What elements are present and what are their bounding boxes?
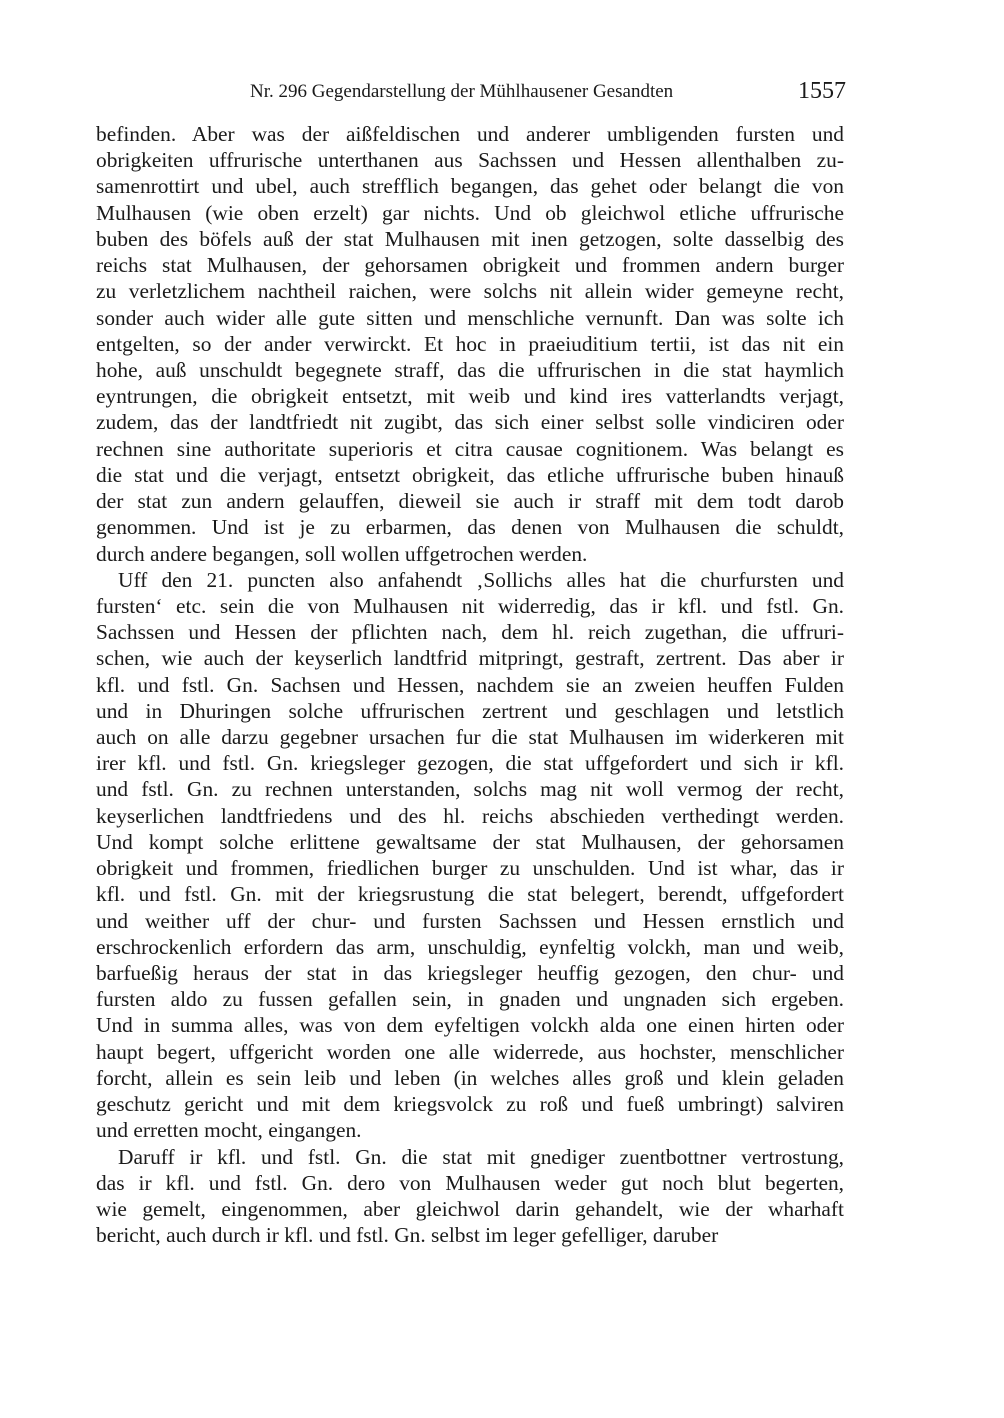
text-line: und weither uff der chur- und fursten Sachssen und Hessen ernstlich und [96,908,844,933]
text-line: eyntrungen, die obrigkeit entsetzt, mit weib und kind ires vatterlandts verjagt, [96,384,844,409]
text-line: schen, wie auch der keyserlich landtfrid mitpringt, gestraft, zertrent. Das aber ir [96,646,844,671]
text-line: der stat zun andern gelauffen, dieweil sie auch ir straff mit dem todt darob [96,489,844,514]
body-text [96,121,844,1248]
text-line: buben des böfels auß der stat Mulhausen mit inen getzogen, solte dasselbig des [96,226,844,251]
text-line: barfueßig heraus der stat in das kriegsleger heuffig gezogen, den chur- und [96,961,844,985]
text-line: Und kompt solche erlittene gewaltsame der stat Mulhausen, der gehorsamen [96,829,844,854]
text-line: obrigkeiten uffrurische unterthanen aus Sachssen und Hessen allenthalben zu- [96,148,844,173]
text-line: auch on alle darzu gegebner ursachen fur die stat Mulhausen im widerkeren mit [96,725,844,750]
text-line: befinden. Aber was der aißfeldischen und anderer umbligenden fursten und [96,122,844,146]
text-line: obrigkeit und frommen, friedlichen burger zu unschulden. Und ist whar, das ir [96,856,844,881]
page-number: 1557 [798,78,846,104]
text-line: keyserlichen landtfriedens und des hl. reichs abschieden verthedingt werden. [96,803,844,828]
text-line: zudem, das der landtfriedt nit zugibt, das sich einer selbst solle vindiciren oder [96,410,844,435]
text-line: wie gemelt, eingenommen, aber gleichwol darin gehandelt, wie der wharhaft [96,1196,844,1221]
text-line: durch andere begangen, soll wollen uffgetrochen werden. [96,541,588,566]
text-line: geschutz gericht und mit dem kriegsvolck zu roß und fueß umbringt) salviren [96,1092,844,1117]
text-line: und in Dhuringen solche uffrurischen zertrent und geschlagen und letstlich [96,698,844,723]
text-line: fursten aldo zu fussen gefallen sein, in gnaden und ungnaden sich ergeben. [96,987,844,1012]
text-line: entgelten, so der ander verwirckt. Et hoc in praeiuditium tertii, ist das nit ein [96,331,844,356]
text-line: genommen. Und ist je zu erbarmen, das denen von Mulhausen die schuldt, [96,515,844,540]
text-line: forcht, allein es sein leib und leben (in welches alles groß und klein geladen [96,1065,844,1090]
paragraph [96,567,844,1144]
running-title: Nr. 296 Gegendarstellung der Mühlhausener Gesandten [250,81,674,102]
text-line: bericht, auch durch ir kfl. und fstl. Gn. selbst im leger gefelliger, daruber [96,1223,719,1248]
text-line: irer kfl. und fstl. Gn. kriegsleger gezogen, die stat uffgefordert und sich ir kfl. [96,751,844,776]
text-line: und fstl. Gn. zu rechnen unterstanden, solchs mag nit woll vermog der recht, [96,777,844,802]
text-line: erschrockenlich erfordern das arm, unschuldig, eynfeltig volckh, man und weib, [96,934,844,959]
text-line: hohe, auß unschuldt begegnete straff, das die uffrurischen in die stat haymlich [96,357,844,382]
text-line: haupt begert, uffgericht worden one alle widerrede, aus hochster, menschlicher [96,1039,844,1064]
text-line: rechnen sine authoritate superioris et citra causae cognitionem. Was belangt es [96,436,844,461]
text-line: die stat und die verjagt, entsetzt obrigkeit, das etliche uffrurische buben hinauß [96,462,844,487]
text-line: samenrottirt und ubel, auch strefflich begangen, das gehet oder belangt die von [96,174,844,199]
paragraph [96,121,844,567]
text-line: reichs stat Mulhausen, der gehorsamen obrigkeit und frommen andern burger [96,253,844,278]
text-line: zu verletzlichem nachtheil raichen, were solchs nit allein wider gemeyne recht, [96,279,844,304]
text-line: sonder auch wider alle gute sitten und menschliche vernunft. Dan was solte ich [96,305,844,330]
text-line: Sachssen und Hessen der pflichten nach, dem hl. reich zugethan, die uffruri- [96,620,844,645]
text-line: und erretten mocht, eingangen. [96,1118,362,1143]
text-line: Und in summa alles, was von dem eyfeltigen volckh alda one einen hirten oder [96,1013,844,1038]
text-line: kfl. und fstl. Gn. mit der kriegsrustung die stat belegert, berendt, uffgefordert [96,882,844,907]
text-line: fursten‘ etc. sein die von Mulhausen nit widerredig, das ir kfl. und fstl. Gn. [96,593,844,618]
text-line: Daruff ir kfl. und fstl. Gn. die stat mit gnediger zuentbottner vertrostung, [118,1144,844,1169]
paragraph [96,1144,844,1249]
text-line: Mulhausen (wie oben erzelt) gar nichts. Und ob gleichwol etliche uffrurische [96,200,844,225]
text-line: kfl. und fstl. Gn. Sachsen und Hessen, nachdem sie an zweien heuffen Fulden [96,672,844,697]
text-line: das ir kfl. und fstl. Gn. dero von Mulhausen weder gut noch blut begerten, [96,1170,844,1195]
text-line: Uff den 21. puncten also anfahendt ‚Sollichs alles hat die churfursten und [118,567,844,592]
